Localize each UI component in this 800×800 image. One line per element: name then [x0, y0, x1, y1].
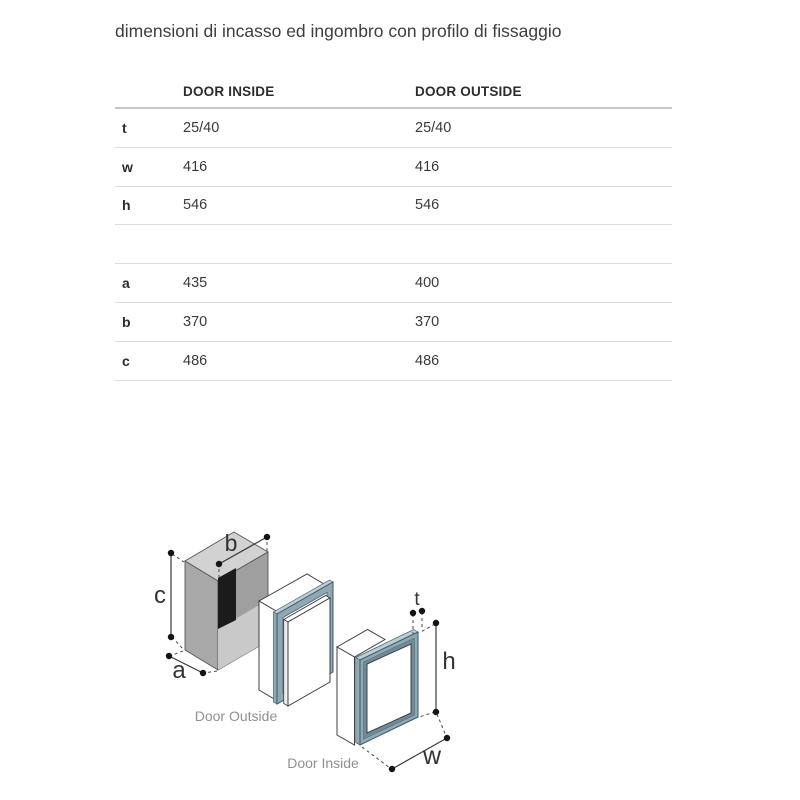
dim-w-label: w [422, 742, 442, 770]
door-outside-caption: Door Outside [194, 708, 278, 724]
row-label: c [122, 352, 130, 369]
row-value-outside: 25/40 [415, 119, 452, 136]
dim-h-dot-top [433, 620, 439, 626]
dimension-h [419, 620, 456, 717]
dim-t-dot-right [419, 608, 425, 614]
inside-frame-left-edge [356, 658, 360, 746]
row-value-inside: 546 [183, 197, 208, 214]
column-header-door-outside: DOOR OUTSIDE [415, 83, 522, 99]
row-value-outside: 370 [415, 313, 440, 330]
row-value-outside: 416 [415, 158, 440, 175]
row-value-outside: 486 [415, 352, 440, 369]
inside-body-left-face [337, 647, 355, 745]
row-value-outside: 546 [415, 197, 440, 214]
dim-a-dot-right [200, 670, 206, 676]
dimension-c [154, 550, 184, 650]
row-label: b [122, 313, 131, 330]
dim-h-dot-bottom [433, 709, 439, 715]
dim-c-dot-top [168, 550, 174, 556]
dim-h-extension-bottom [419, 712, 435, 717]
row-value-inside: 416 [183, 158, 208, 175]
dim-c-extension-top [172, 554, 184, 562]
dim-b-dot-right [264, 534, 270, 540]
row-value-outside: 400 [415, 275, 440, 292]
dim-b-label: b [224, 530, 238, 556]
row-label: w [122, 158, 133, 175]
column-header-door-inside: DOOR INSIDE [183, 83, 275, 99]
row-value-inside: 25/40 [183, 119, 220, 136]
dim-w-extension-left [362, 747, 390, 768]
dim-a-label: a [172, 657, 186, 684]
dim-c-extension-bottom [172, 637, 184, 650]
dim-h-label: h [442, 648, 456, 675]
dimension-t [410, 589, 425, 634]
dim-a-dot-left [166, 653, 172, 659]
page-title: dimensioni di incasso ed ingombro con profilo di fissaggio [115, 21, 562, 41]
dim-c-dot-bottom [168, 634, 174, 640]
dim-t-dot-left [410, 610, 416, 616]
row-label: t [122, 119, 127, 136]
cabinet-recess-slot [218, 568, 236, 629]
door-inside-caption: Door Inside [287, 755, 359, 771]
outside-door-left-edge [284, 620, 288, 707]
outside-frame-left-edge [274, 612, 278, 704]
row-label: h [122, 197, 131, 214]
dim-w-dot-left [389, 766, 395, 772]
dim-t-label: t [414, 589, 420, 610]
dim-c-label: c [154, 582, 166, 609]
row-value-inside: 486 [183, 352, 208, 369]
row-value-inside: 435 [183, 275, 208, 292]
row-label: a [122, 275, 130, 292]
row-value-inside: 370 [183, 313, 208, 330]
dim-b-dot-left [216, 561, 222, 567]
dim-w-extension-right [437, 714, 446, 736]
dim-h-extension-top [419, 624, 435, 633]
dim-w-dot-right [444, 735, 450, 741]
